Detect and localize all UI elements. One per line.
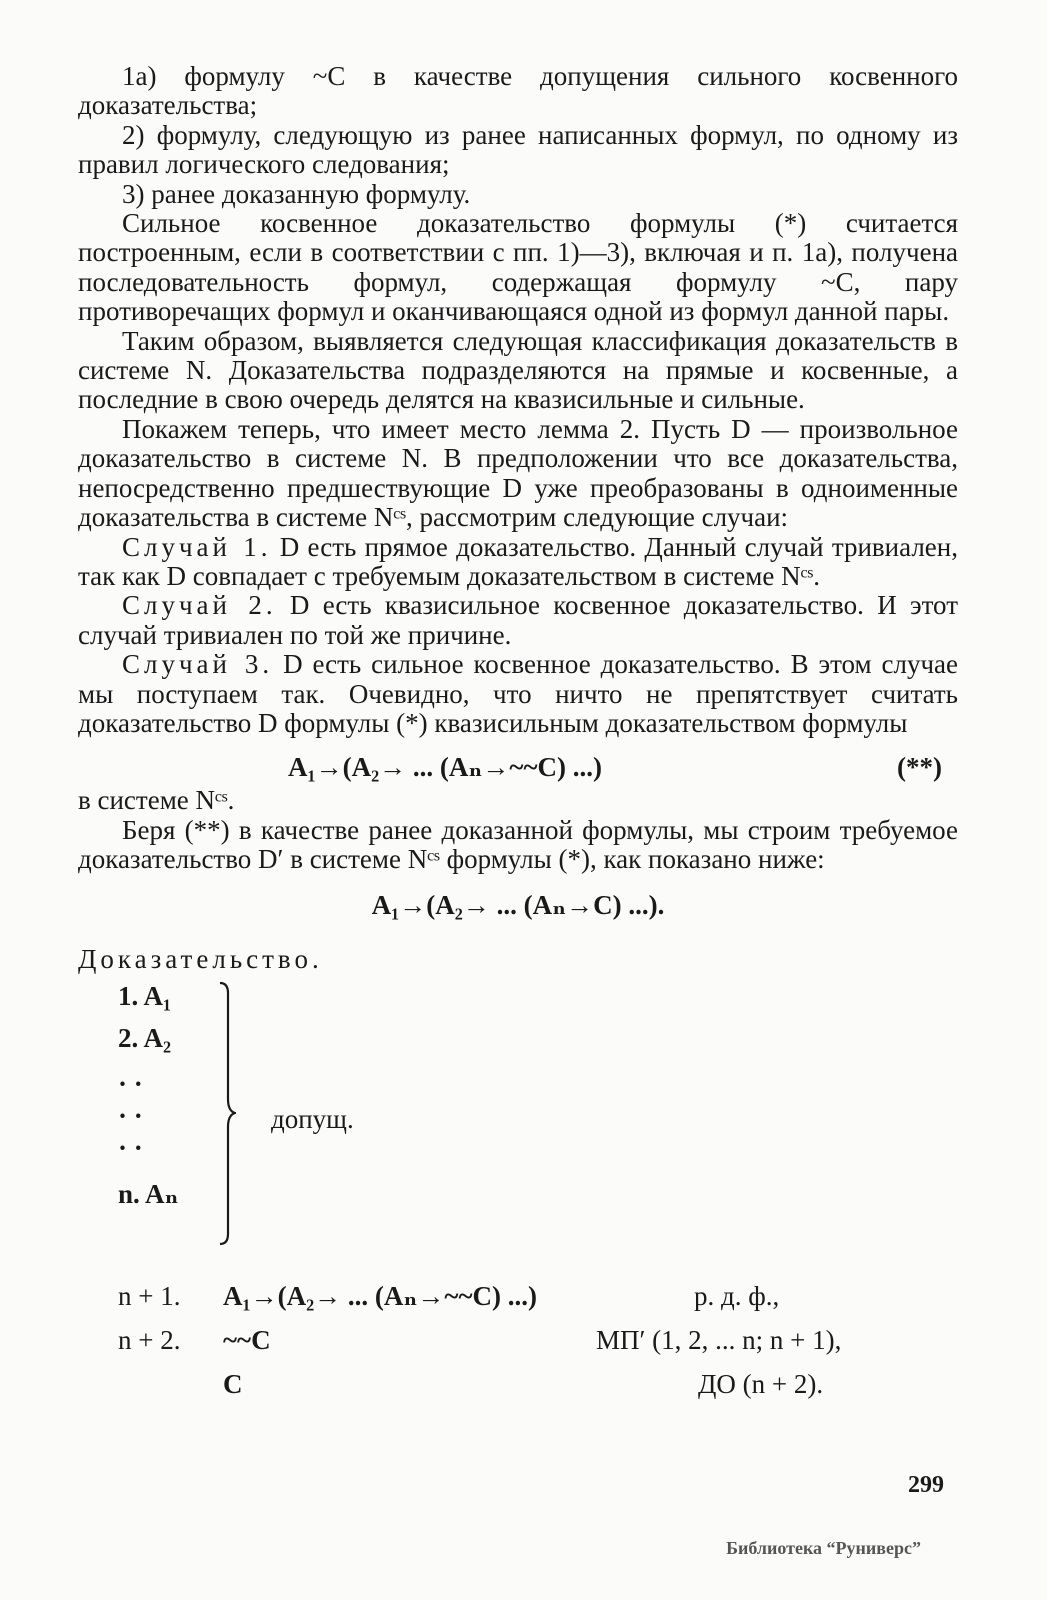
case-3-label: Случай 3.	[122, 649, 274, 680]
proof-steps	[78, 1281, 958, 1431]
brace-icon	[218, 981, 236, 1246]
case-2-label: Случай 2.	[122, 590, 277, 621]
paragraph-2: 2) формулу, следующую из ранее написанных формул, по одному из правил логического следования;	[78, 119, 958, 180]
assumptions-block	[78, 981, 958, 1281]
paragraph-classification: Таким образом, выявляется следующая классификация доказательств в системе N. Доказательства подразделяются на прямые и косвенные, а последние в свою очередь делятся на квазисильные и сильные.	[78, 325, 958, 415]
step-formula: C	[223, 1368, 243, 1399]
assumption-2: 2. A₂	[118, 1022, 172, 1053]
step-formula: A₁→(A₂→ ... (Aₙ→~~C) ...)	[223, 1280, 537, 1311]
case-3-text: D есть сильное косвенное доказательство. В этом случае мы поступаем так. Очевидно, что ничто не препятствует считать доказательство D формулы (*) квазисильным доказательством формулы	[78, 649, 958, 738]
formula-goal: A₁→(A₂→ ... (Aₙ→C) ...).	[371, 889, 665, 920]
paragraph-taking: Беря (**) в качестве ранее доказанной формулы, мы строим требуемое доказательство D′ в системе Nᶜˢ формулы (*), как показано ниже:	[78, 814, 958, 875]
assumption-dots: · ·	[118, 1068, 143, 1099]
assumption-n: n. Aₙ	[118, 1178, 179, 1209]
step-justification: ДО (n + 2).	[698, 1368, 824, 1399]
library-watermark: Библиотека “Руниверс”	[726, 1538, 921, 1558]
step-justification: МП′ (1, 2, ... n; n + 1),	[596, 1324, 842, 1355]
case-1-text: D есть прямое доказательство. Данный случай тривиален, так как D совпадает с требуемым доказательством в системе Nᶜˢ.	[78, 531, 958, 591]
formula-double-star-row	[78, 746, 958, 786]
formula-tag: (**)	[897, 752, 942, 783]
page-body	[78, 62, 958, 1431]
in-system-line: в системе Nᶜˢ.	[78, 785, 235, 816]
case-2	[78, 591, 958, 650]
assumption-dots: · ·	[118, 1100, 143, 1131]
page-number: 299	[908, 1472, 944, 1498]
assumption-label: допущ.	[271, 1103, 354, 1134]
formula-double-star: A₁→(A₂→ ... (Aₙ→~~C) ...)	[288, 752, 602, 783]
paragraph-strong-proof: Сильное косвенное доказательство формулы (*) считается построенным, если в соответствии с пп. 1)—3), включая и п. 1а), получена последовательность формул, содержащая формулу ~C, пару противоречащих формул и оканчивающаяся одной из формул данной пары.	[78, 208, 958, 327]
step-number: n + 1.	[118, 1280, 181, 1311]
case-3	[78, 650, 958, 738]
step-number: n + 2.	[118, 1324, 181, 1355]
case-1	[78, 533, 958, 592]
proof-title: Доказательство.	[78, 943, 323, 974]
paragraph-1a: 1а) формулу ~C в качестве допущения сильного косвенного доказательства;	[78, 61, 958, 121]
assumption-dots: · ·	[118, 1132, 143, 1163]
case-2-text: D есть квазисильное косвенное доказательство. И этот случай тривиален по той же причине.	[78, 590, 958, 650]
step-formula: ~~C	[223, 1324, 271, 1355]
assumption-1: 1. A₁	[118, 980, 172, 1011]
step-justification: р. д. ф.,	[694, 1280, 780, 1311]
paragraph-lemma: Покажем теперь, что имеет место лемма 2. Пусть D — произвольное доказательство в системе N. В предположении что все доказательства, непосредственно предшествующие D уже преобразованы в одноименные доказательства в системе Nᶜˢ, рассмотрим следующие случаи:	[78, 413, 958, 533]
case-1-label: Случай 1.	[122, 531, 272, 562]
paragraph-3: 3) ранее доказанную формулу.	[122, 178, 471, 209]
